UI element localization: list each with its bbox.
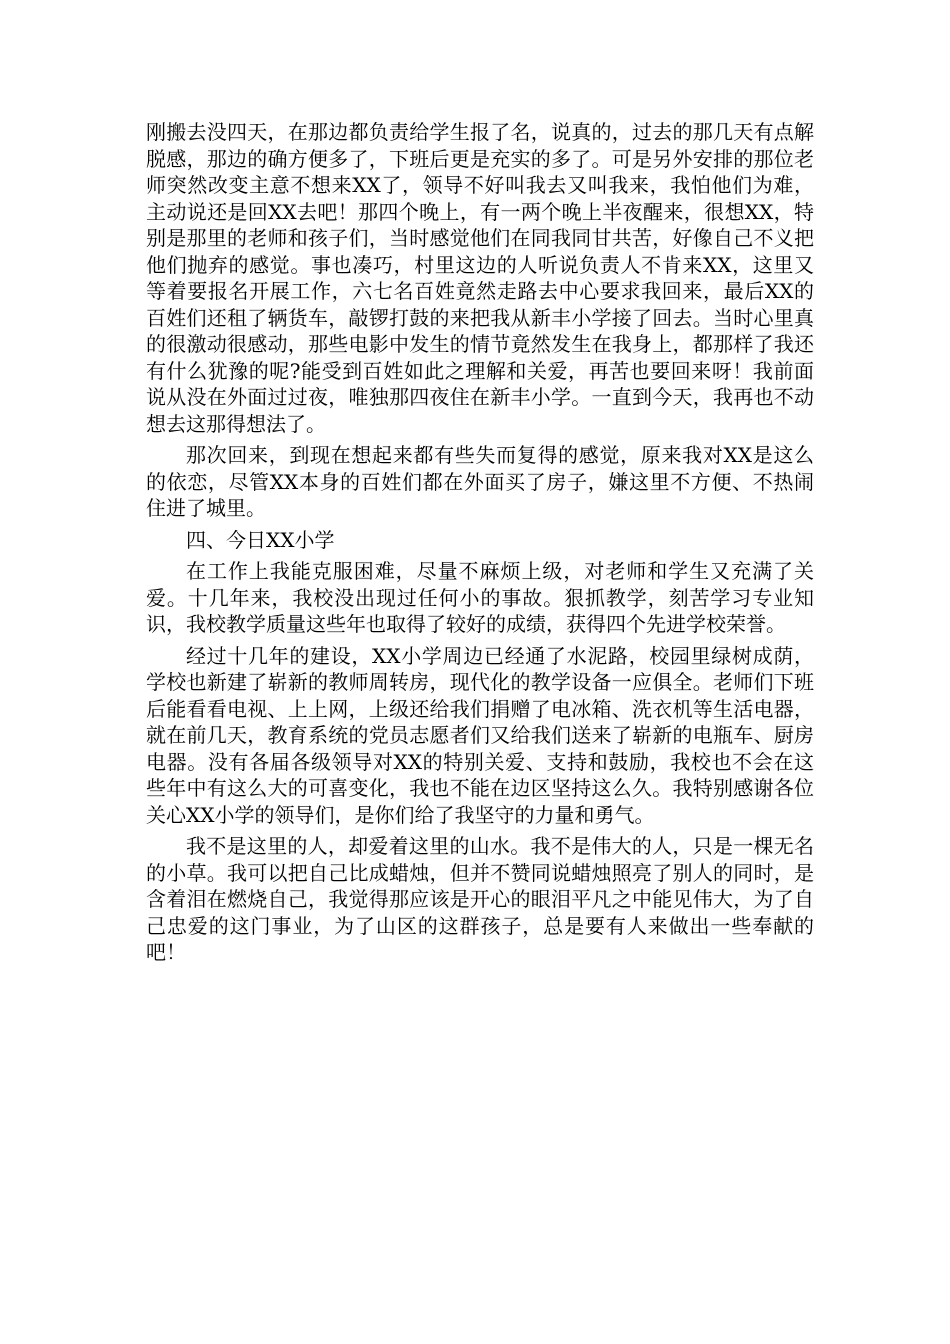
section-heading: 四、今日XX小学 [186,527,335,552]
paragraph-return: 那次回来，到现在想起来都有些失而复得的感觉，原来我对XX是这么的依恋，尽管XX本身的百姓们都在外面买了房子，嫌这里不方便、不热闹住进了城里。 [146,443,814,520]
paragraph-construction: 经过十几年的建设，XX小学周边已经通了水泥路，校园里绿树成荫，学校也新建了崭新的教师周转房，现代化的教学设备一应俱全。老师们下班后能看看电视、上上网，上级还给我们捐赠了电冰箱、洗衣机等生活电器，就在前几天，教育系统的党员志愿者们又给我们送来了崭新的电瓶车、厨房电器。没有各届各级领导对XX的特别关爱、支持和鼓励，我校也不会在这些年中有这么大的可喜变化，我也不能在边区坚持这么久。我特别感谢各位关心XX小学的领导们，是你们给了我坚守的力量和勇气。 [146,643,814,827]
document-page [146,119,814,971]
paragraph-closing: 我不是这里的人，却爱着这里的山水。我不是伟大的人，只是一棵无名的小草。我可以把自己比成蜡烛，但并不赞同说蜡烛照亮了别人的同时，是含着泪在燃烧自己，我觉得那应该是开心的眼泪平凡之中能见伟大，为了自己忠爱的这门事业，为了山区的这群孩子，总是要有人来做出一些奉献的吧！ [146,834,814,964]
paragraph-continuation: 刚搬去没四天，在那边都负责给学生报了名，说真的，过去的那几天有点解脱感，那边的确方便多了，下班后更是充实的多了。可是另外安排的那位老师突然改变主意不想来XX了，领导不好叫我去又叫我来，我怕他们为难，主动说还是回XX去吧！那四个晚上，有一两个晚上半夜醒来，很想XX，特别是那里的老师和孩子们，当时感觉他们在同我同甘共苦，好像自己不义把他们抛弃的感觉。事也凑巧，村里这边的人听说负责人不肯来XX，这里又等着要报名开展工作，六七名百姓竟然走路去中心要求我回来，最后XX的百姓们还租了辆货车，敲锣打鼓的来把我从新丰小学接了回去。当时心里真的很激动很感动，那些电影中发生的情节竟然发生在我身上，都那样了我还有什么犹豫的呢?能受到百姓如此之理解和关爱，再苦也要回来呀！我前面说从没在外面过过夜，唯独那四夜住在新丰小学。一直到今天，我再也不动想去这那得想法了。 [146,120,814,436]
paragraph-work: 在工作上我能克服困难，尽量不麻烦上级，对老师和学生又充满了关爱。十几年来，我校没出现过任何小的事故。狠抓教学，刻苦学习专业知识，我校教学质量这些年也取得了较好的成绩，获得四个先进学校荣誉。 [146,559,814,636]
